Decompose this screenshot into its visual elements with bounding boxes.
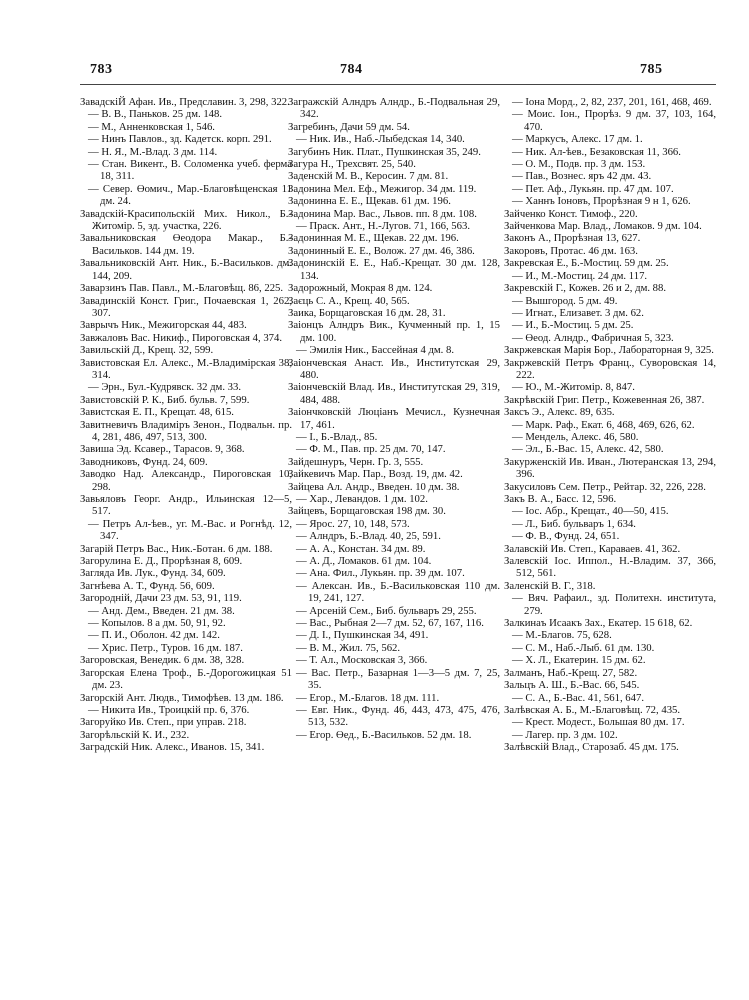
directory-entry: — А. Д., Ломаков. 61 дм. 104. <box>296 555 432 568</box>
directory-entry: — Пет. Аф., Лукьян. пр. 47 дм. 107. <box>512 182 674 195</box>
directory-entry: — Вышгород. 5 дм. 49. <box>512 294 618 307</box>
directory-entry: Завистская Е. П., Крещат. 48, 615. <box>80 406 234 419</box>
directory-entry: Закрѣвскій Григ. Петр., Кожевенная 26, 387. <box>504 393 705 406</box>
directory-entry: — Марк. Раф., Екат. 6, 468, 469, 626, 62. <box>512 418 695 431</box>
directory-entry: — Ханнъ Іоновъ, Прорѣзная 9 н 1, 626. <box>512 195 691 208</box>
directory-entry: — Стан. Викент., В. Соломенка учеб. ферма 18, 311. <box>88 158 292 183</box>
directory-entry: — Эрн., Бул.-Кудрявск. 32 дм. 33. <box>88 381 242 394</box>
directory-entry: Заленскій В. Г., 318. <box>504 579 596 592</box>
directory-entry: Зальцъ А. Ш., Б.-Вас. 66, 545. <box>504 679 640 692</box>
directory-entry: — Пав., Вознес. яръ 42 дм. 43. <box>512 170 652 183</box>
directory-entry: — Хрис. Петр., Туров. 16 дм. 187. <box>88 641 243 654</box>
directory-entry: — Т. Ал., Московская 3, 366. <box>296 654 428 667</box>
directory-entry: Загорѣльскій К. И., 232. <box>80 728 190 741</box>
directory-entry: Завистовскій Р. К., Биб. бульв. 7, 599. <box>80 393 250 406</box>
directory-entry: Завильскій Д., Крещ. 32, 599. <box>80 344 214 357</box>
directory-entry: — Крест. Модест., Большая 80 дм. 17. <box>512 716 685 729</box>
page-number-middle: 784 <box>340 62 363 77</box>
directory-entry: Зайченкова Мар. Влад., Ломаков. 9 дм. 104. <box>504 220 702 233</box>
directory-entry: Закржевская Марія Бор., Лабораторная 9, 325. <box>504 344 714 357</box>
directory-entry: — Маркусъ, Алекс. 17 дм. 1. <box>512 133 643 146</box>
directory-entry: — Север. Өомич., Мар.-Благовѣщенская 11 дм. 24. <box>88 182 292 208</box>
directory-entry: — Моис. Іон., Прорѣз. 9 дм. 37, 103, 164, 470. <box>512 108 716 133</box>
directory-entry: Завадинскій Конст. Григ., Почаевская 1, 262, 307. <box>80 294 292 319</box>
directory-entry: Залавскій Ив. Степ., Караваев. 41, 362. <box>504 542 681 555</box>
directory-entry: — П. И., Оболон. 42 дм. 142. <box>88 629 220 642</box>
directory-entry: Задорожный, Мокрая 8 дм. 124. <box>288 282 433 295</box>
directory-entry: Заврычъ Ник., Межигорская 44, 483. <box>80 319 247 332</box>
directory-entry: Загоровская, Венедик. 6 дм. 38, 328. <box>80 654 245 667</box>
directory-entry: Залкинаъ Исаакъ Зах., Екатер. 15 618, 62. <box>504 617 693 630</box>
directory-entry: Зайченко Конст. Тимоф., 220. <box>504 207 638 220</box>
directory-entry: — Іос. Абр., Крещат., 40—50, 415. <box>512 505 669 518</box>
directory-entry: Загляда Ив. Лук., Фунд. 34, 609. <box>80 567 226 580</box>
directory-entry: Загребинъ, Дачи 59 дм. 54. <box>288 120 410 133</box>
directory-entry: — Ярос. 27, 10, 148, 573. <box>296 517 410 530</box>
directory-entry: Законъ А., Прорѣзная 13, 627. <box>504 232 641 245</box>
directory-entry: Загражскій Алндръ Алндр., Б.-Подвальная 29, 342. <box>288 96 500 121</box>
directory-entry: — Ф. М., Пав. пр. 25 дм. 70, 147. <box>296 443 446 456</box>
directory-entry: Задонинный Е. Е., Волож. 27 дм. 46, 386. <box>288 244 475 257</box>
directory-entry: Загубинъ Ник. Плат., Пушкинская 35, 249. <box>288 145 481 158</box>
directory-entry: Залманъ, Наб.-Крещ. 27, 582. <box>504 666 638 679</box>
directory-entry: Завальниковская Өеодора Макар., Б.-Васильков. 144 дм. 19. <box>80 232 292 257</box>
directory-entry: Завжаловъ Вас. Никиф., Пироговская 4, 374. <box>80 331 283 344</box>
directory-entry: — Игнат., Елизавет. 3 дм. 62. <box>512 306 644 319</box>
directory-entry: Заградскій Ник. Алекс., Иванов. 15, 341. <box>80 741 265 754</box>
directory-entry: — Вас., Рыбная 2—7 дм. 52, 67, 167, 116. <box>296 617 484 630</box>
directory-entry: — Ник. Ив., Наб.-Лыбедская 14, 340. <box>296 133 465 146</box>
directory-entry: — Ана. Фил., Лукьян. пр. 39 дм. 107. <box>296 567 465 580</box>
directory-entry: — Вас. Петр., Базарная 1—3—5 дм. 7, 25, 35. <box>296 666 500 692</box>
directory-entry: Зайдешнуръ, Черн. Гр. 3, 555. <box>288 455 424 468</box>
directory-entry: Загорскій Ант. Людв., Тимофѣев. 13 дм. 186. <box>80 691 284 704</box>
column-2 <box>288 96 500 741</box>
directory-entry: — Копылов. 8 а дм. 50, 91, 92. <box>88 617 226 630</box>
directory-entry: Загарій Петръ Вас., Ник.-Ботан. 6 дм. 188. <box>80 542 273 555</box>
directory-entry: — Праск. Ант., Н.-Лугов. 71, 166, 563. <box>296 220 470 233</box>
directory-entry: Завьяловъ Георг. Андр., Ильинская 12—5, 517. <box>80 493 292 518</box>
directory-entry: — Ник. Ал-ѣев., Безаковская 11, 366. <box>512 145 681 158</box>
directory-entry: Залѣвскій Влад., Старозаб. 45 дм. 175. <box>504 741 679 754</box>
directory-entry: — Никита Ив., Троицкій пр. 6, 376. <box>88 703 250 716</box>
directory-entry: — А. А., Констан. 34 дм. 89. <box>296 542 426 555</box>
directory-entry: Завиша Эд. Ксавер., Тарасов. 9, 368. <box>80 443 245 456</box>
directory-entry: Зайкевичъ Мар. Пар., Возд. 19, дм. 42. <box>288 468 463 481</box>
directory-entry: — Ю., М.-Житомір. 8, 847. <box>512 381 635 394</box>
directory-entry: — Хар., Левандов. 1 дм. 102. <box>296 493 428 505</box>
directory-entry: Закоровъ, Протас. 46 дм. 163. <box>504 244 638 257</box>
directory-entry: Загоруйко Ив. Степ., при управ. 218. <box>80 716 247 729</box>
directory-entry: Завистовская Ел. Алекс., М.-Владимірская 38, 314. <box>80 356 292 381</box>
directory-entry: Закусиловъ Сем. Петр., Рейтар. 32, 226, 228. <box>504 480 706 493</box>
directory-entry: Закревскій Г., Кожев. 26 и 2, дм. 88. <box>504 282 667 295</box>
directory-entry: — Петръ Ал-ѣев., уг. М.-Вас. и Рогнѣд. 12, 347. <box>88 517 292 543</box>
directory-entry: — Мендель, Алекс. 46, 580. <box>512 430 639 443</box>
directory-entry: Заводко Над. Александр., Пироговская 10, 298. <box>80 468 292 493</box>
directory-entry: Закурженскій Ив. Иван., Лютеранская 13, 294, 396. <box>504 455 716 481</box>
directory-entry: Загородній, Дачи 23 дм. 53, 91, 119. <box>80 592 242 605</box>
directory-entry: — Нинъ Павлов., зд. Кадетск. корп. 291. <box>88 133 272 146</box>
directory-entry: Задонина Мел. Еф., Межигор. 34 дм. 119. <box>288 182 477 195</box>
directory-entry: — Вяч. Рафаил., зд. Политехн. института, 279. <box>512 592 716 617</box>
directory-entry: Задонинскій Е. Е., Наб.-Крещат. 30 дм. 128, 134. <box>288 257 500 282</box>
directory-entry: — Алексан. Ив., Б.-Васильковская 110 дм. 19, 241, 127. <box>296 579 500 605</box>
directory-entry: Загорская Елена Троф., Б.-Дорогожицкая 51 дм. 23. <box>80 666 292 692</box>
directory-entry: — О. М., Подв. пр. 3 дм. 153. <box>512 158 646 171</box>
directory-entry: — Алндръ, Б.-Влад. 40, 25, 591. <box>296 530 441 543</box>
directory-entry: — Х. Л., Екатерин. 15 дм. 62. <box>512 654 646 667</box>
directory-entry: Загура Н., Трехсвят. 25, 540. <box>288 158 416 171</box>
directory-entry: — С. М., Наб.-Лыб. 61 дм. 130. <box>512 641 655 654</box>
directory-entry: — Егор., М.-Благов. 18 дм. 111. <box>296 691 440 704</box>
directory-entry: — І., Б.-Влад., 85. <box>296 430 378 443</box>
directory-entry: Загнѣева А. Т., Фунд. 56, 609. <box>80 579 215 592</box>
directory-entry: — В. М., Жил. 75, 562. <box>296 641 401 654</box>
directory-entry: — М., Анненковская 1, 546. <box>88 120 215 133</box>
header-rule <box>80 84 716 85</box>
directory-entry: — В. В., Паньков. 25 дм. 148. <box>88 108 223 121</box>
directory-entry: Закъ В. А., Басс. 12, 596. <box>504 493 617 505</box>
directory-entry: — Өеод. Алндр., Фабричная 5, 323. <box>512 331 674 344</box>
directory-entry: ЗавадскіЙ Афан. Ив., Предславин. 3, 298, 322. <box>80 96 290 108</box>
directory-entry: Закржевскій Петръ Франц., Суворовская 14, 222. <box>504 356 716 381</box>
directory-entry: Загорулина Е. Д., Прорѣзная 8, 609. <box>80 555 243 568</box>
directory-entry: Задонина Мар. Вас., Львов. пп. 8 дм. 108. <box>288 207 477 220</box>
column-1 <box>80 96 292 754</box>
directory-entry: Заіончевскій Влад. Ив., Институтская 29, 319, 484, 488. <box>288 381 500 406</box>
page-number-left: 783 <box>90 62 113 77</box>
directory-entry: Заика, Борщаговская 16 дм. 28, 31. <box>288 306 446 319</box>
directory-entry: Заіончевская Анаст. Ив., Институтская 29, 480. <box>288 356 500 381</box>
directory-entry: — Егор. Өед., Б.-Васильков. 52 дм. 18. <box>296 728 472 741</box>
directory-entry: Завальниковскій Ант. Ник., Б.-Васильков. дм. 144, 209. <box>80 257 292 282</box>
directory-entry: — Анд. Дем., Введен. 21 дм. 38. <box>88 604 235 617</box>
directory-entry: — Ф. В., Фунд. 24, 651. <box>512 530 620 543</box>
directory-entry: — Л., Биб. бульваръ 1, 634. <box>512 517 636 530</box>
directory-entry: — Эмилія Ник., Бассейная 4 дм. 8. <box>296 344 455 357</box>
directory-entry: Закревская Е., Б.-Мостиц. 59 дм. 25. <box>504 257 669 270</box>
directory-entry: — Евг. Ник., Фунд. 46, 443, 473, 475, 476, 513, 532. <box>296 703 500 729</box>
directory-entry: — И., Б.-Мостиц. 5 дм. 25. <box>512 319 634 332</box>
directory-entry: Залѣвская А. Б., М.-Благовѣщ. 72, 435. <box>504 703 681 716</box>
directory-entry: Заводниковъ, Фунд. 24, 609. <box>80 455 208 468</box>
directory-entry: Завитневичъ Владиміръ Зенон., Подвальн. пр. 4, 281, 486, 497, 513, 300. <box>80 418 292 443</box>
directory-entry: — Д. І., Пушкинская 34, 491. <box>296 629 429 642</box>
directory-entry: — Арсеній Сем., Биб. бульваръ 29, 255. <box>296 604 477 617</box>
directory-entry: Задонинная М. Е., Щекав. 22 дм. 196. <box>288 232 459 245</box>
directory-entry: — М.-Благов. 75, 628. <box>512 629 612 642</box>
directory-entry: Заварзинъ Пав. Павл., М.-Благовѣщ. 86, 225. <box>80 282 284 295</box>
directory-entry: — Н. Я., М.-Влад. 3 дм. 114. <box>88 145 218 158</box>
directory-entry: Залевскій Іос. Иппол., Н.-Владим. 37, 366, 512, 561. <box>504 555 716 580</box>
directory-entry: — И., М.-Мостиц. 24 дм. 117. <box>512 269 648 282</box>
directory-entry: Заєць С. А., Крещ. 40, 565. <box>288 294 410 307</box>
page-number-right: 785 <box>640 62 663 77</box>
directory-entry: — Лагер. пр. 3 дм. 102. <box>512 728 618 741</box>
directory-entry: — Эл., Б.-Вас. 15, Алекс. 42, 580. <box>512 443 664 456</box>
directory-entry: Заксъ Э., Алекс. 89, 635. <box>504 406 615 419</box>
directory-entry: — С. А., Б.-Вас. 41, 561, 647. <box>512 691 645 704</box>
directory-entry: Заіончковскій Люціанъ Мечисл., Кузнечная 17, 461. <box>288 406 500 431</box>
directory-entry: Зайцевъ, Борщаговская 198 дм. 30. <box>288 505 446 518</box>
column-3 <box>504 96 716 754</box>
directory-entry: Заденскій М. В., Керосин. 7 дм. 81. <box>288 170 449 183</box>
directory-entry: Зайцева Ал. Андр., Введен. 10 дм. 38. <box>288 480 460 493</box>
directory-entry: Завадскій-Красипольскій Мих. Никол., Б.-Житомір. 5, зд. участка, 226. <box>80 207 292 233</box>
directory-entry: Заіонцъ Алндръ Вик., Кучменный пр. 1, 15 дм. 100. <box>288 319 500 344</box>
directory-entry: Задонинна Е. Е., Щекав. 61 дм. 196. <box>288 195 451 208</box>
directory-entry: — Іона Морд., 2, 82, 237, 201, 161, 468, 469. <box>512 96 712 108</box>
